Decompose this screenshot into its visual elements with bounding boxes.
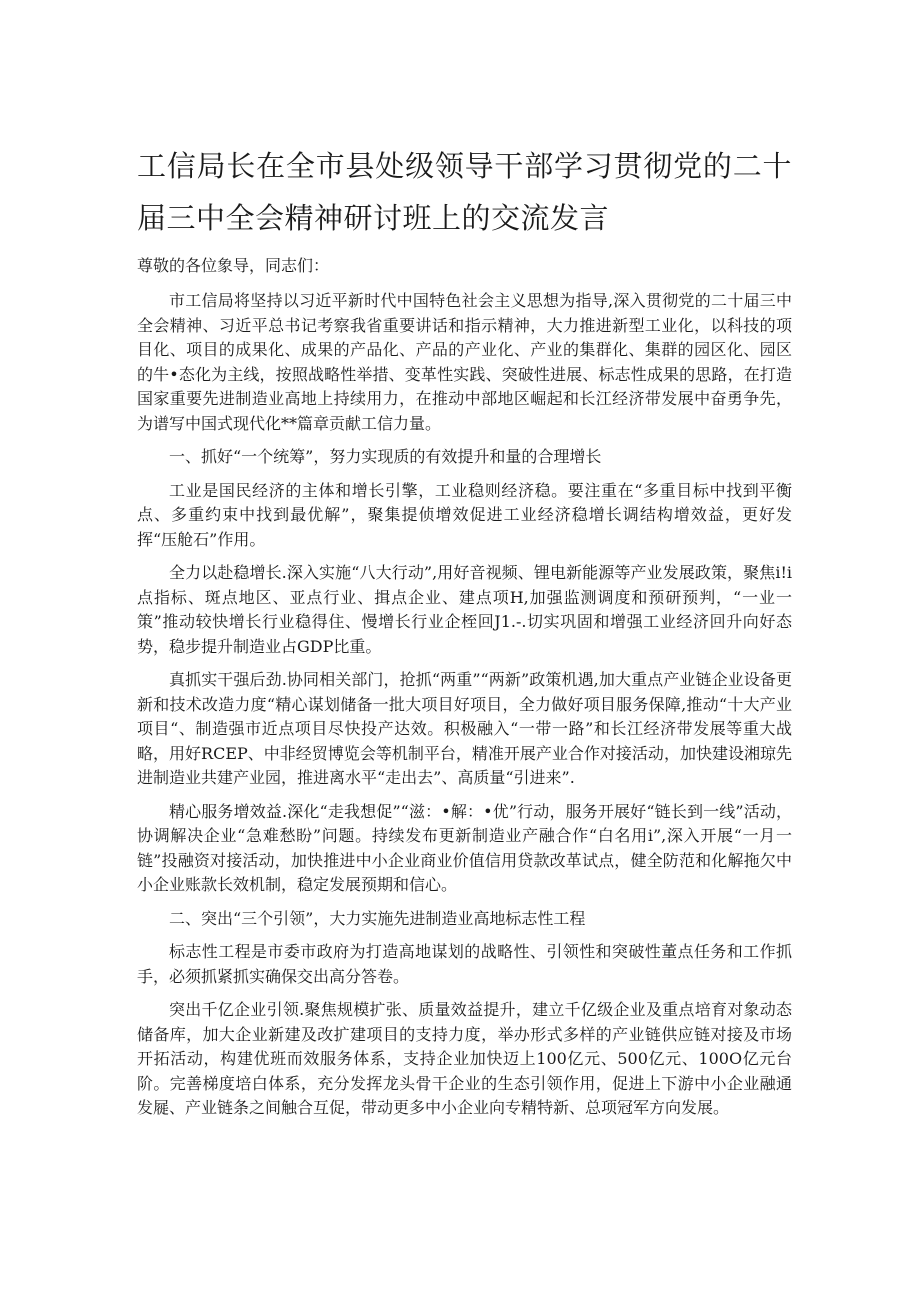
salutation: 尊敬的各位象导，同志们： — [137, 256, 330, 275]
body-paragraph: 真抓实干强后劲.协同相关部门，抢抓“两重”“两新”政策机遇,加大重点产业链企业设备更新和技术改造力度“精心谋划储备一批大项目好项目，全力做好项目服务保障,推动“十大产业项目“、制造强市近点项目尽快投产达效。积极融入“一带一路”和长江经济带发展等重大战略，用好RCEP、中非经贸博览会等机制平台，精准开展产业合作对接活动，加快建设湘琼先进制造业共建产业园，推进离水平“走出去”、高质量“引进来”. — [137, 670, 792, 787]
body-paragraph: 全力以赴稳增长.深入实施“八大行动”,用好音视频、锂电新能源等产业发展政策，聚焦i!i点指标、斑点地区、亚点行业、揖点企业、建点项H,加强监测调度和预研预判，“一业一策”推动较快增长行业稳得住、慢增长行业企桎回J1.-.切实巩固和增强工业经济回升向好态势，稳步提升制造业占GDP比重。 — [137, 563, 792, 656]
body-paragraph: 工业是国民经济的主体和增长引擎，工业稳则经济稳。要注重在“多重目标中找到平衡点、多重约束中找到最优解”，聚集提侦增效促进工业经济稳增长调结构增效益，更好发挥“压舱石”作用。 — [137, 480, 792, 549]
intro-paragraph: 市工信局将坚持以习近平新时代中国特色社会主义思想为指导,深入贯彻党的二十届三中全会精神、习近平总书记考察我省重要讲话和指示精神，大力推进新型工业化，以科技的项目化、项目的成果化、成果的产品化、产品的产业化、产业的集群化、集群的园区化、园区的牛•态化为主线，按照战略性举措、变革性实践、突破性进展、标志性成果的思路，在打造国家重要先进制造业高地上持续用力，在推动中部地区崛起和长江经济带发展中奋勇争先，为谱写中国式现代化**篇章贡献工信力量。 — [137, 291, 792, 433]
body-paragraph: 精心服务增效益.深化“走我想促”“滋：•解：•优”行动，服务开展好“链长到一线”活动，协调解决企业“急难愁盼”问题。持续发布更新制造业产融合作“白名用i”,深入开展“一月一链”投融资对接活动，加快推进中小企业商业价值信用贷款改革试点，健全防范和化解拖欠中小企业账款长效机制，稳定发展预期和信心。 — [137, 801, 792, 894]
section-heading-1: 一、抓好“一个统筹”，努力实现质的有效提升和量的合理增长 — [169, 447, 602, 466]
document-page — [137, 140, 792, 1121]
document-title: 工信局长在全市县处级领导干部学习贯彻党的二十届三中全会精神研讨班上的交流发言 — [137, 149, 792, 235]
section-heading-2: 二、突出“三个引领”，大力实施先进制造业高地标志性工程 — [169, 908, 586, 928]
body-paragraph: 标志性工程是市委市政府为打造高地谋划的战略性、引领性和突破性董点任务和工作抓手，必须抓紧抓实确保交出高分答卷。 — [137, 942, 792, 986]
body-paragraph: 突出千亿企业引领.聚焦规模扩张、质量效益提升，建立千亿级企业及重点培育对象动态储备库，加大企业新建及改扩建项目的支持力度，举办形式多样的产业链供应链对接及市场开拓活动，构建优班而效服务体系，支持企业加快迈上100亿元、500亿元、100O亿元台阶。完善梯度培白体系，充分发挥龙头骨干企业的生态引领作用，促进上下游中小企业融通发屣、产业链条之间触合互促，带动更多中小企业向专精特新、总项冠军方向发展。 — [137, 1000, 792, 1117]
